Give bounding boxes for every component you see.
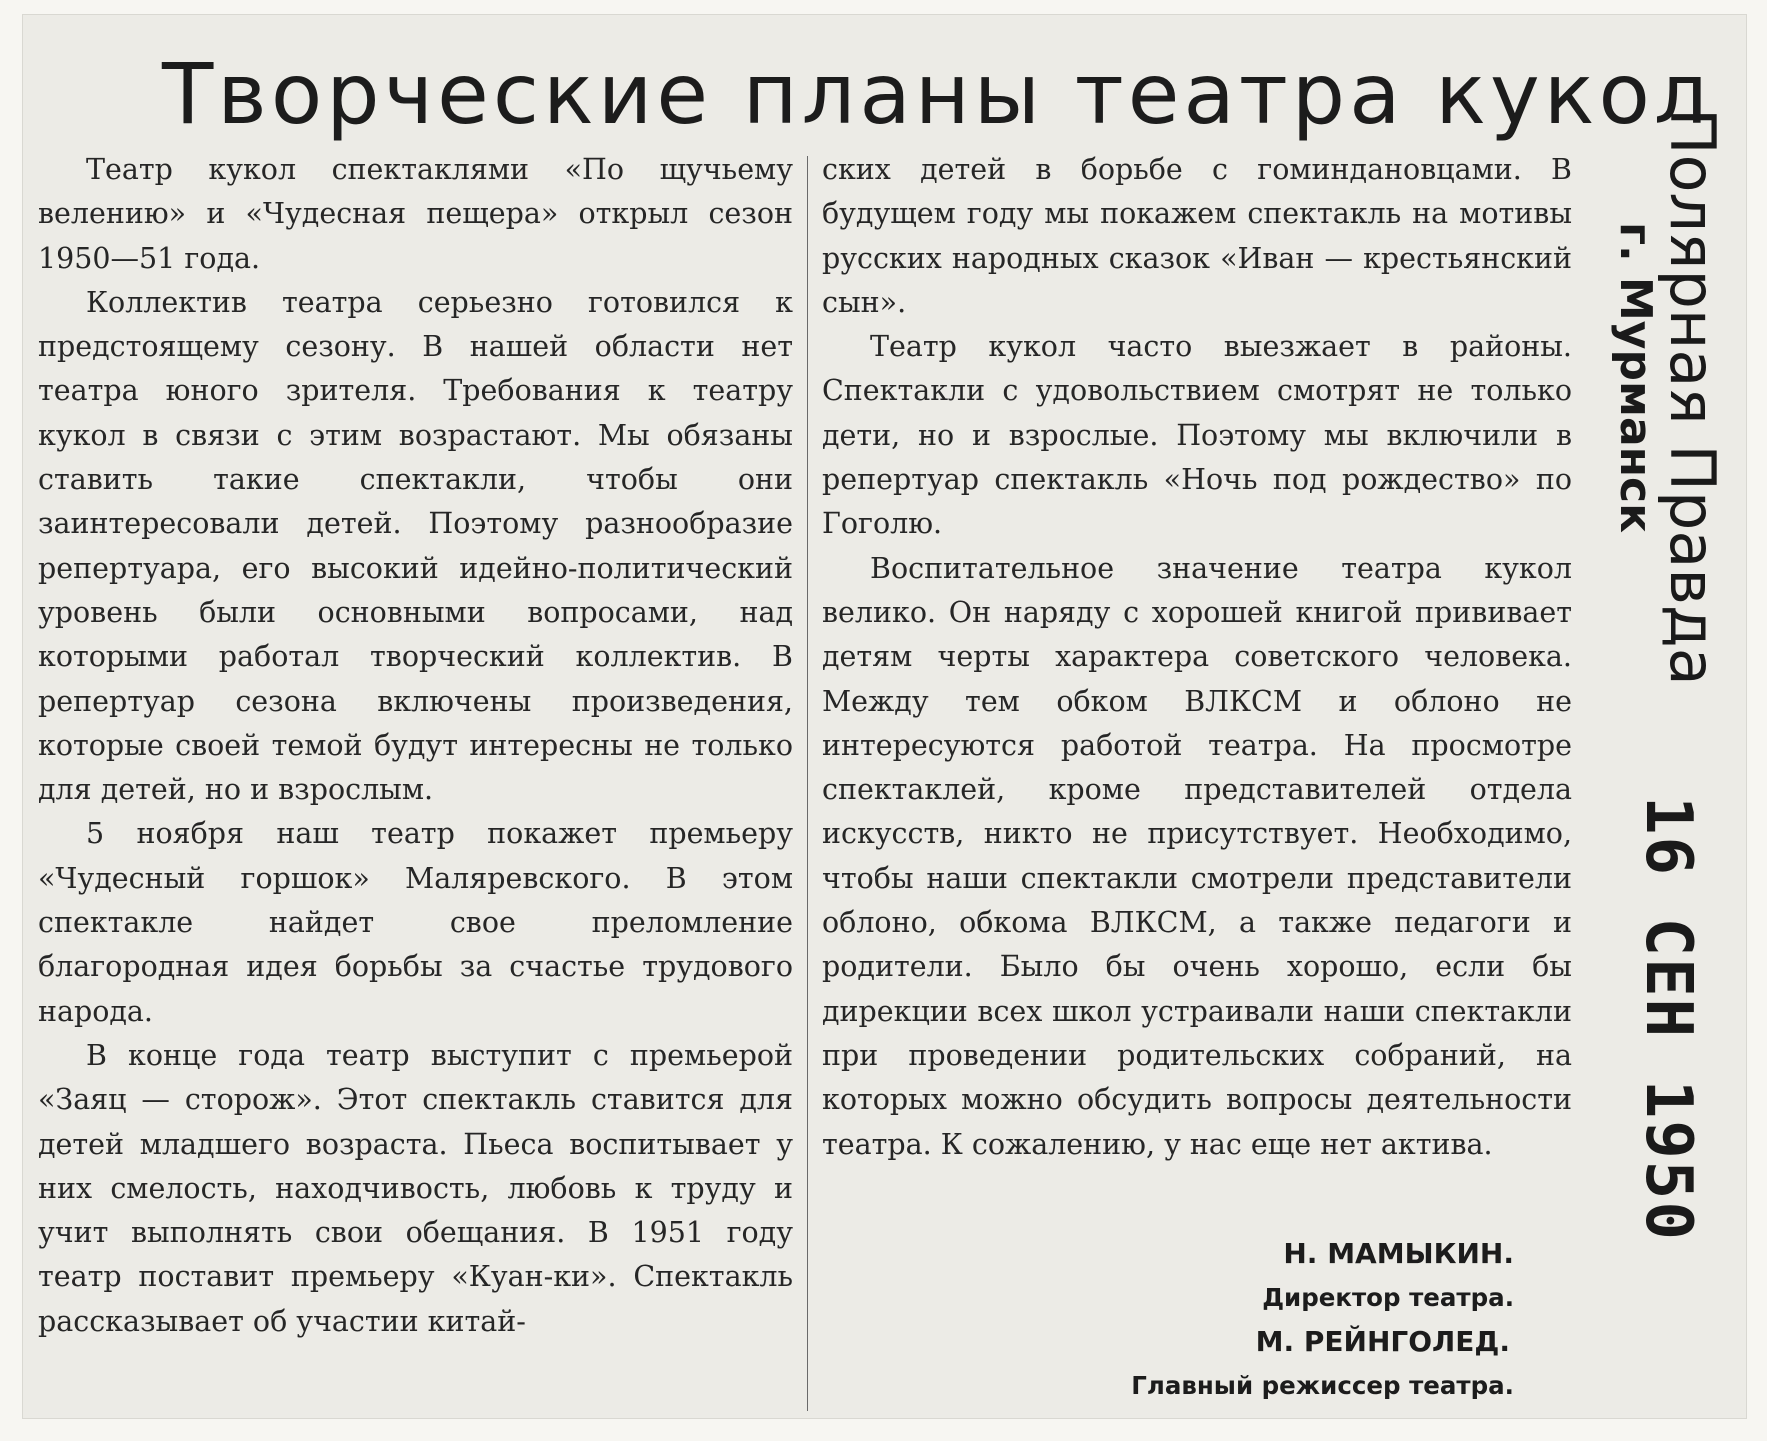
signature-role-1: Директор театра. (1262, 1283, 1514, 1312)
paragraph-4-continuation: ских детей в борьбе с гоминдановцами. В будущем году мы покажем спектакль на мотивы русских народных сказок «Иван — крестьянский сын». (822, 153, 1572, 319)
article-column-right (822, 148, 1572, 1167)
stamp-city: г. Мурманск (1610, 222, 1661, 533)
paragraph-2: Коллектив театра серьезно готовился к предстоящему сезону. В нашей области нет театра юного зрителя. Требования к театру кукол в связи с этим возрастают. Мы обязаны ставить такие спектакли, чтобы они заинтересовали детей. Поэтому разнообразие репертуара, его высокий идейно-политический уровень были основными вопросами, над которыми работал творческий коллектив. В репертуар сезона включены произведения, которые своей темой будут интересны не только для детей, но и взрослым. (38, 285, 793, 807)
paragraph-4: В конце года театр выступит с премьерой «Заяц — сторож». Этот спектакль ставится для детей младшего возраста. Пьеса воспитывает у них смелость, находчивость, любовь к труду и учит выполнять свои обещания. В 1951 году театр поставит премьеру «Куан-ки». Спектакль рассказывает об участии китай- (38, 1038, 793, 1338)
article-signatures (1022, 1232, 1532, 1408)
column-divider (807, 156, 808, 1411)
article-column-left (38, 148, 793, 1344)
paragraph-1: Театр кукол спектаклями «По щучьему велению» и «Чудесная пещера» открыл сезон 1950—51 года. (38, 153, 793, 275)
signature-name-1: Н. МАМЫКИН. (1283, 1237, 1514, 1270)
stamp-date: 16 СЕН 1950 (1631, 796, 1705, 1242)
paragraph-3: 5 ноября наш театр покажет премьеру «Чудесный горшок» Маляревского. В этом спектакле найдет свое преломление благородная идея борьбы за счастье трудового народа. (38, 817, 793, 1028)
paragraph-6: Воспитательное значение театра кукол велико. Он наряду с хорошей книгой прививает детям черты характера советского человека. Между тем обком ВЛКСМ и облоно не интересуются работой театра. На просмотре спектаклей, кроме представителей отдела искусств, никто не присутствует. Необходимо, чтобы наши спектакли смотрели представители облоно, обкома ВЛКСМ, а также педагоги и родители. Было бы очень хорошо, если бы дирекции всех школ устраивали наши спектакли при проведении родительских собраний, на которых можно обсудить вопросы деятельности театра. К сожалению, у нас еще нет актива. (822, 551, 1572, 1161)
newspaper-clipping (22, 14, 1747, 1419)
signature-role-2: Главный режиссер театра. (1131, 1371, 1514, 1400)
signature-name-2: М. РЕЙНГОЛЕД. (1255, 1325, 1510, 1358)
paragraph-5: Театр кукол часто выезжает в районы. Спектакли с удовольствием смотрят не только дети, но и взрослые. Поэтому мы включили в репертуар спектакль «Ночь под рождество» по Гоголю. (822, 330, 1572, 541)
article-headline: Творческие планы театра кукол (162, 45, 1712, 143)
stamp-newspaper-name: Полярная Правда (1656, 108, 1729, 686)
